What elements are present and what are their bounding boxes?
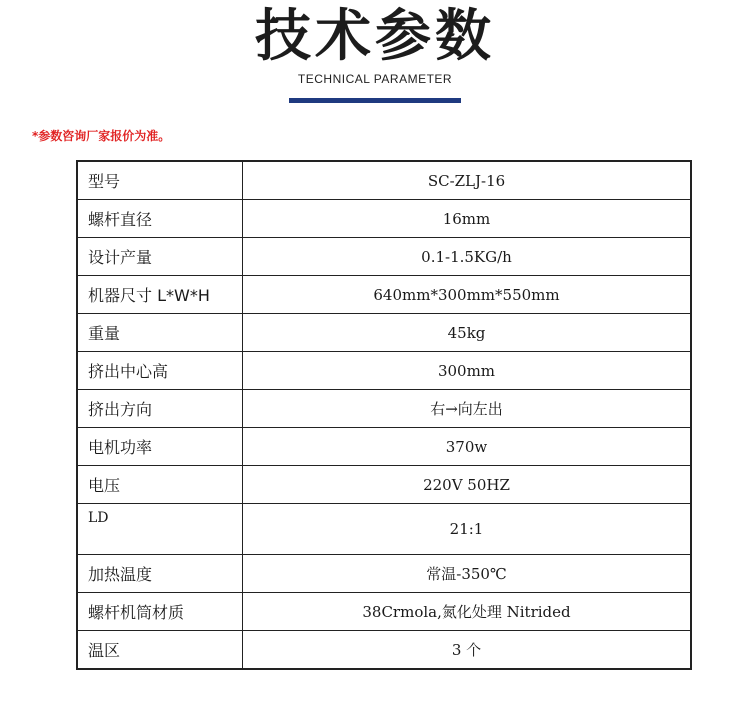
spec-table (76, 160, 692, 670)
spec-value: SC-ZLJ-16 (243, 161, 692, 200)
spec-value: 45kg (243, 314, 692, 352)
spec-label: 重量 (77, 314, 243, 352)
spec-label: 螺杆直径 (77, 200, 243, 238)
table-row (77, 352, 691, 390)
spec-value: 21:1 (243, 504, 692, 555)
spec-value: 右→向左出 (243, 390, 692, 428)
table-row (77, 593, 691, 631)
table-row (77, 555, 691, 593)
spec-label: 螺杆机筒材质 (77, 593, 243, 631)
table-row (77, 238, 691, 276)
spec-label: 挤出方向 (77, 390, 243, 428)
spec-value: 0.1-1.5KG/h (243, 238, 692, 276)
spec-value: 16mm (243, 200, 692, 238)
table-row (77, 631, 691, 670)
spec-label: 电机功率 (77, 428, 243, 466)
page-subtitle: TECHNICAL PARAMETER (297, 72, 453, 86)
spec-value: 常温-350℃ (243, 555, 692, 593)
table-row (77, 314, 691, 352)
spec-value: 38Crmola,氮化处理 Nitrided (243, 593, 692, 631)
title-underline (289, 98, 461, 103)
spec-label: 机器尺寸 L*W*H (77, 276, 243, 314)
spec-label: 型号 (77, 161, 243, 200)
table-row (77, 466, 691, 504)
table-row (77, 428, 691, 466)
spec-label: 设计产量 (77, 238, 243, 276)
spec-label: 温区 (77, 631, 243, 670)
table-row (77, 390, 691, 428)
spec-label: 挤出中心高 (77, 352, 243, 390)
table-row (77, 504, 691, 555)
table-row (77, 161, 691, 200)
spec-label: 电压 (77, 466, 243, 504)
spec-value: 3 个 (243, 631, 692, 670)
price-note: *参数咨询厂家报价为准。 (32, 129, 171, 143)
spec-value: 640mm*300mm*550mm (243, 276, 692, 314)
page-title: 技术参数 (255, 4, 495, 69)
spec-label: 加热温度 (77, 555, 243, 593)
table-row (77, 276, 691, 314)
table-row (77, 200, 691, 238)
spec-label: LD (77, 504, 243, 555)
spec-value: 300mm (243, 352, 692, 390)
spec-value: 220V 50HZ (243, 466, 692, 504)
spec-value: 370w (243, 428, 692, 466)
